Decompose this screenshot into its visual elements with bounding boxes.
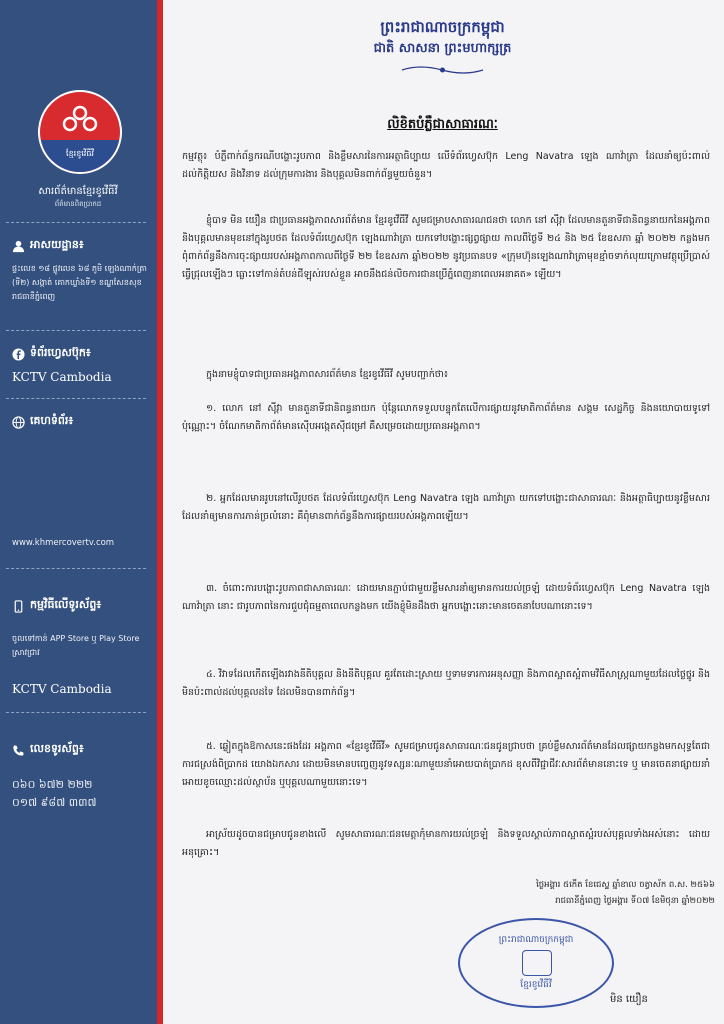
phone-heading-label: លេខទូរស័ព្ទ៖ (30, 742, 84, 755)
stamp-bottom-text: ខ្មែរខូវើធីវី (520, 980, 552, 990)
app-name[interactable]: KCTV Cambodia (12, 682, 112, 696)
signer-name: មិន យឿន (610, 994, 648, 1005)
phone-icon (12, 600, 25, 613)
address-text: ផ្ទះលេខ ១៨ ផ្លូវលេខ ៦៨ ភូមិ ឡេងណាក់ត្រា (ទី២) សង្កាត់ គោកឃ្លាំងទី១ ខណ្ឌសែនសុខ រាជធានីភ្នំពេញ (12, 264, 147, 301)
stamp-logo-icon (522, 950, 552, 976)
app-heading (12, 598, 101, 614)
facebook-heading (12, 346, 91, 362)
letter (170, 0, 715, 1024)
org-logo (38, 90, 122, 174)
official-stamp (458, 918, 614, 1008)
person-icon (12, 240, 25, 253)
website-url[interactable]: www.khmercovertv.com (12, 538, 115, 548)
point-3: ៣. ចំពោះការបង្ហោះរូបភាពជាសាធារណៈ ដោយមានភ្ជាប់ជាមួយខ្លឹមសារនាំឲ្យមានការយល់ច្រឡំ ដោយទំព័រហ្វេសប៊ុក Leng Navatra ឡេង ណាវ៉ាត្រា នោះ ជារូបភាពនៃការជួបជុំធម្មតាពេលកន្លងមក យើងខ្ញុំមិនដឹងថា អ្នកបង្ហោះនោះមានចេតនាបែបណានោះទេ។ (182, 583, 710, 612)
phone-number-2[interactable]: ០១៧ ៩៨៧ ៣៣៧ (12, 796, 97, 809)
stamp-top-text: ព្រះរាជាណាចក្រកម្ពុជា (498, 935, 574, 945)
address-heading-label: អាសយដ្ឋាន៖ (30, 238, 84, 251)
globe-icon (12, 416, 25, 429)
point-4: ៤. វិវាទដែលកើតឡើងរវាងនីតិបុគ្គល និងនីតិបុគ្គល គួរតែដោះស្រាយ ឬទាមទារការអនុសញ្ញា និងភាពស្អាតស្អំតាមវិធីសាស្ត្រណាមួយដែលថ្លៃថ្នូរ និងមិនប៉ះពាល់ដល់បុគ្គលដទៃ ដែលមិនបានពាក់ព័ន្ធ។ (182, 669, 710, 698)
date-lunar: ថ្ងៃអង្គារ ៥កើត ខែជេស្ឋ ឆ្នាំខាល ចត្វាស័ក ព.ស. ២៥៦៦ (536, 880, 715, 890)
ornament-icon (400, 64, 485, 76)
divider (6, 398, 146, 399)
closing-paragraph: អាស្រ័យដូចបានជម្រាបជូនខាងលើ សូមសាធារណៈជនមេត្តាកុំមានការយល់ច្រឡំ និងទទួលស្គាល់ភាពស្អាតស្អំរបស់បុគ្គលទាំងអស់នោះ ដោយអនុគ្រោះ។ (182, 829, 710, 858)
website-heading-label: គេហទំព័រ៖ (30, 414, 74, 427)
paragraph-1: ខ្ញុំបាទ មិន យឿន ជាប្រធានអង្គភាពសារព័ត៌មាន ខ្មែរខូវើធីវី សូមជម្រាបសាធារណជនថា លោក នៅ ស៊ីវ្កា ដែលមានតួនាទីជានិពន្ធនាយកនៃអង្គភាព និងបុគ្គលមានមុខនៅក្នុងរូបថត ដែលទំព័រហ្វេសប៊ុក ឡេងណាវ៉ាត្រា យកទៅបង្ហោះផ្សព្វផ្សាយ កាលពីថ្ងៃទី ២៤ និង ២៥ ខែឧសភា ឆ្នាំ ២០២២ កន្លងមក ពុំពាក់ព័ន្ធនឹងការចុះផ្សាយរបស់អង្គភាពកាលពីថ្ងៃទី ២២ ខែឧសភា ឆ្នាំ២០២២ នូវប្រធានបទ «ក្រុមហ៊ុនឡេងណាវ៉ាត្រាមុខខ្មាំចទាក់លុយក្រោមវត្ថុប្រើប្រាស់ធ្វើជ្រុលឡើងៗ ធ្លោះទៅកាន់តំបន់ជីឡុស់របស់ខ្លួន អាចនឹងជន់លិចការជានប្រើភ្នំពេញនាពេលអនាគត» ឡើយ។ (182, 215, 710, 280)
divider (6, 222, 146, 223)
divider (6, 712, 146, 713)
org-subtitle: ព័ត៌មានពិតប្រាកដ (54, 200, 102, 208)
telephone-icon (12, 744, 25, 757)
letter-title: លិខិតបំភ្លឺជាសាធារណៈ (387, 117, 498, 132)
org-name: សារព័ត៌មានខ្មែរខូវើធីវី (38, 186, 118, 197)
paragraph-2: ក្នុងនាមខ្ញុំបាទជាប្រធានអង្គភាពសារព័ត៌មាន ខ្មែរខូវើធីវី សូមបញ្ជាក់ថា៖ (206, 369, 449, 380)
date-solar: រាជធានីភ្នំពេញ ថ្ងៃអង្គារ ទី០៧ ខែមិថុនា ឆ្នាំ២០២២ (555, 896, 715, 906)
point-2: ២. អ្នកដែលមានរូបនៅលើរូបថត ដែលទំព័រហ្វេសប៊ុក Leng Navatra ឡេង ណាវ៉ាត្រា យកទៅបង្ហោះជាសាធារណៈ និងអត្ថាធិប្បាយនូវខ្លឹមសារដែលនាំឲ្យមានការភាន់ច្រលំនោះ គឺពុំមានពាក់ព័ន្ធនឹងការផ្សាយរបស់អង្គភាពឡើយ។ (182, 493, 710, 522)
subject-paragraph: កម្មវត្ថុ៖ បំភ្លឺពាក់ព័ន្ធករណីបង្ហោះរូបភាព និងខ្លឹមសារនៃការអត្ថាធិប្បាយ លើទំព័រហ្វេសប៊ុក Leng Navatra ឡេង ណាវ៉ាត្រា ដែលនាំឲ្យប៉ះពាល់ដល់កិត្តិយស និងវិនាទ ដល់ក្រុមការងារ និងបុគ្គលមិនពាក់ព័ន្ធមួយចំនួន។ (182, 151, 710, 180)
facebook-name[interactable]: KCTV Cambodia (12, 370, 112, 384)
motto-heading: ជាតិ សាសនា ព្រះមហាក្សត្រ (373, 41, 512, 56)
app-text: ចូលទៅកាន់ APP Store ឬ Play Store ស្រាវជ្រាវ (12, 634, 140, 657)
facebook-heading-label: ទំព័រហ្វេសប៊ុក៖ (30, 346, 91, 359)
address-heading (12, 238, 84, 254)
trident-icon (62, 104, 98, 134)
app-heading-label: កម្មវិធីលើទូរស័ព្ទ៖ (30, 598, 102, 611)
phone-heading (12, 742, 84, 758)
point-5: ៥. ឆ្លៀតក្នុងឱកាសនេះផងដែរ អង្គភាព «ខ្មែរខូវើធីវី» សូមជម្រាបជូនសាធារណៈជនជូនជ្រាបថា គ្រប់ខ្លឹមសារព័ត៌មានដែលផ្សាយកន្លងមកសុទ្ធតែជាការជស្រង់ពិប្រាកដ យោងឯកសារ ដោយមិនមានបញ្ចេញនូវទស្សនៈណាមួយនាំអោយបាត់ប្រាកដ ខុសពីវិជ្ជាជីវៈសារព័ត៌មាននោះទេ ឬ មានចេតនាផ្សាយនាំអោយខូចឈ្មោះដល់ស្ថាប័ន ឬបុគ្គលណាមួយនោះទេ។ (182, 741, 710, 788)
phone-number-1[interactable]: ០៦០ ៦៧២ ២២២ (12, 778, 93, 791)
point-1: ១. លោក នៅ ស៊ីវ្កា មានតួនាទីជានិពន្ធនាយក ប៉ុន្តែលោកទទួលបន្ទុកតែលើការផ្សាយនូវមាតិកាព័ត៌មាន សង្គម សេដ្ឋកិច្ច និងនយោបាយទូទៅប៉ុណ្ណោះ។ ចំណែកមាតិកាព័ត៌មានស៊ើបអង្កេតស៊ីជម្រៅ គឺសម្រេចដោយប្រធានអង្គភាព។ (182, 403, 710, 432)
kingdom-heading: ព្រះរាជាណាចក្រកម្ពុជា (380, 18, 505, 36)
facebook-icon (12, 348, 25, 361)
red-accent-line (157, 0, 163, 1024)
website-heading (12, 414, 73, 430)
divider (6, 568, 146, 569)
divider (6, 330, 146, 331)
sidebar (0, 0, 157, 1024)
logo-text: ខ្មែរខូវើធីវី (66, 149, 94, 158)
